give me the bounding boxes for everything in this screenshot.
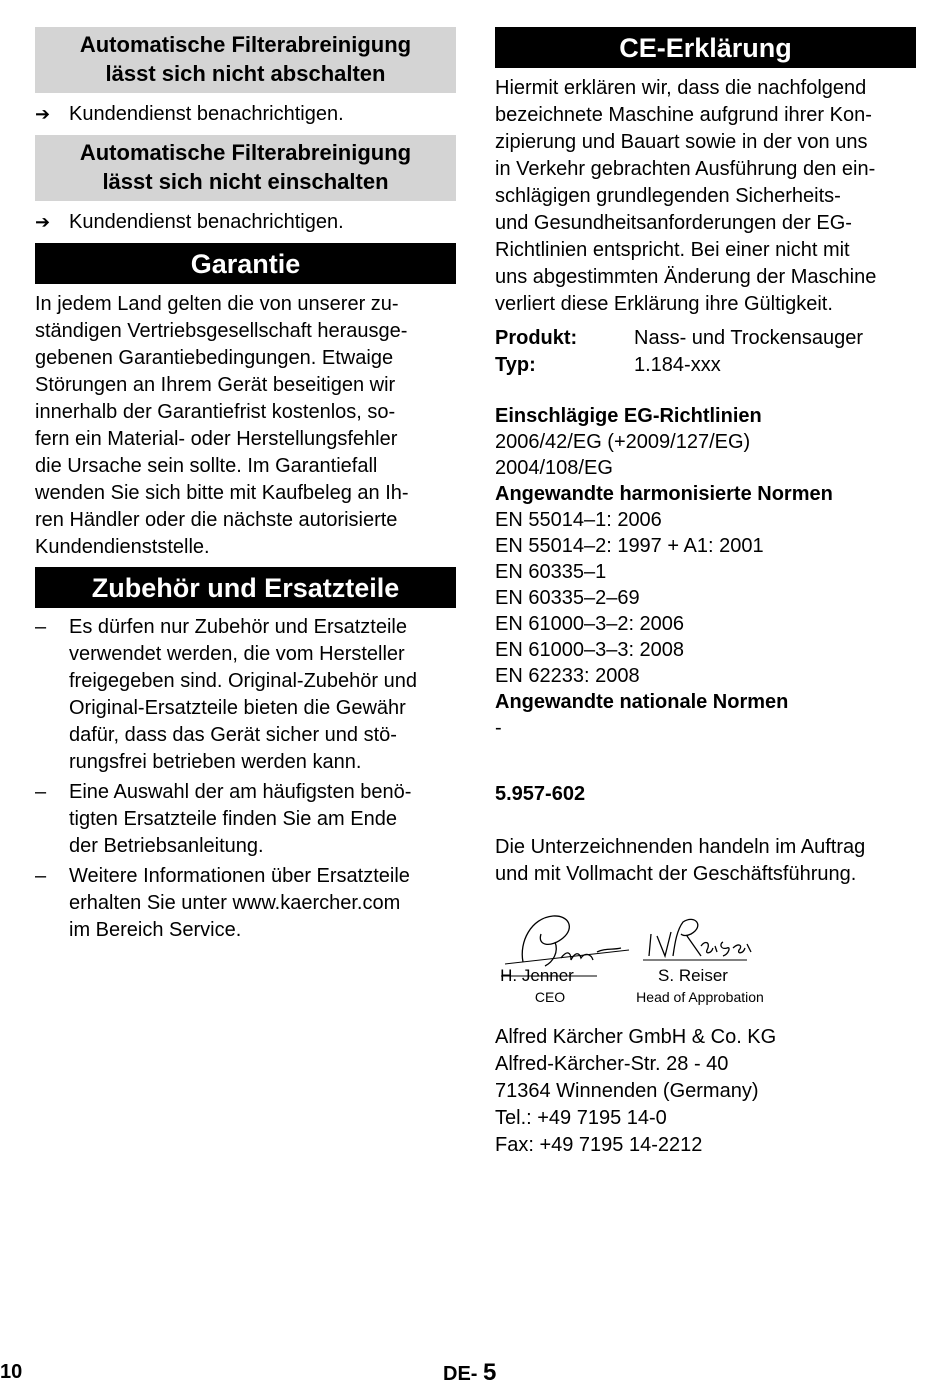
- type-value: 1.184-xxx: [634, 354, 721, 376]
- list-item: [35, 779, 456, 860]
- trouble-action-2: [35, 209, 456, 236]
- zubehoer-list: [35, 614, 456, 944]
- norm-line: Angewandte nationale Normen: [495, 691, 789, 713]
- list-item-line: im Bereich Service.: [69, 919, 242, 941]
- address-line: Fax: +49 7195 14-2212: [495, 1134, 703, 1156]
- ce-line: schlägigen grundlegenden Sicherheits-: [495, 185, 841, 207]
- ce-line: uns abgestimmten Änderung der Maschine: [495, 266, 877, 288]
- trouble-heading-1-line2: lässt sich nicht abschalten: [105, 61, 386, 86]
- type-label: Typ:: [495, 354, 536, 376]
- list-item-line: Eine Auswahl der am häufigsten benö-: [69, 781, 412, 803]
- trouble-action-1: [35, 101, 456, 128]
- list-item-line: rungsfrei betrieben werden kann.: [69, 751, 362, 773]
- norm-line: 2004/108/EG: [495, 457, 613, 479]
- norm-line: EN 55014–2: 1997 + A1: 2001: [495, 535, 764, 557]
- signers-note: [495, 834, 916, 888]
- garantie-line: Kundendienststelle.: [35, 536, 210, 558]
- ce-line: verliert diese Erklärung ihre Gültigkeit.: [495, 293, 833, 315]
- ce-line: Richtlinien entspricht. Bei einer nicht mit: [495, 239, 850, 261]
- ce-line: in Verkehr gebrachten Ausführung den ein-: [495, 158, 876, 180]
- norm-line: EN 60335–1: [495, 561, 607, 583]
- signers-note-line: Die Unterzeichnenden handeln im Auftrag: [495, 836, 866, 858]
- norm-line: EN 62233: 2008: [495, 665, 640, 687]
- page-number: 10: [0, 1361, 23, 1383]
- norms-list: [495, 403, 916, 741]
- product-info: [495, 325, 916, 379]
- trouble-heading-2-line2: lässt sich nicht einschalten: [102, 169, 389, 194]
- norm-line: Angewandte harmonisierte Normen: [495, 483, 833, 505]
- arrow-right-icon: ➔: [35, 212, 51, 232]
- language-page-number: 5: [483, 1359, 497, 1386]
- list-item: [35, 614, 456, 776]
- signer-1-title: CEO: [534, 989, 566, 1005]
- ce-line: zipierung und Bauart sowie in der von uns: [495, 131, 868, 153]
- garantie-line: wenden Sie sich bitte mit Kaufbeleg an Ih-: [35, 482, 409, 504]
- garantie-line: ren Händler oder die nächste autorisierte: [35, 509, 398, 531]
- garantie-heading: Garantie: [35, 243, 456, 284]
- left-column: [35, 27, 456, 944]
- company-address: [495, 1024, 916, 1159]
- garantie-line: die Ursache sein sollte. Im Garantiefall: [35, 455, 378, 477]
- trouble-heading-2: [35, 135, 456, 201]
- garantie-line: ständigen Vertriebsgesellschaft herausge-: [35, 320, 408, 342]
- type-row: [495, 352, 916, 379]
- document-number: 5.957-602: [495, 783, 586, 805]
- trouble-action-1-text: Kundendienst benachrichtigen.: [69, 103, 344, 125]
- list-item-line: tigten Ersatzteile finden Sie am Ende: [69, 808, 397, 830]
- list-item-line: verwendet werden, die vom Hersteller: [69, 643, 405, 665]
- dash-bullet: –: [35, 865, 47, 887]
- language-prefix: DE: [443, 1363, 471, 1385]
- trouble-heading-1-line1: Automatische Filterabreinigung: [79, 32, 412, 57]
- list-item-line: dafür, dass das Gerät sicher und stö-: [69, 724, 397, 746]
- list-item-line: Original-Ersatzteile bieten die Gewähr: [69, 697, 406, 719]
- norm-line: EN 55014–1: 2006: [495, 509, 662, 531]
- list-item-line: Weitere Informationen über Ersatzteile: [69, 865, 410, 887]
- zubehoer-heading: Zubehör und Ersatzteile: [35, 567, 456, 608]
- right-column: [495, 27, 916, 1159]
- garantie-line: In jedem Land gelten die von unserer zu-: [35, 293, 399, 315]
- garantie-line: innerhalb der Garantiefrist kostenlos, so-: [35, 401, 396, 423]
- language-separator: -: [470, 1363, 478, 1385]
- ce-heading: CE-Erklärung: [495, 27, 916, 68]
- norm-line: -: [495, 717, 502, 739]
- list-item-line: erhalten Sie unter www.kaercher.com: [69, 892, 401, 914]
- list-item-line: Es dürfen nur Zubehör und Ersatzteile: [69, 616, 407, 638]
- garantie-text: [35, 291, 456, 561]
- dash-bullet: –: [35, 616, 47, 638]
- norm-line: Einschlägige EG-Richtlinien: [495, 405, 762, 427]
- ce-line: Hiermit erklären wir, dass die nachfolgend: [495, 77, 867, 99]
- signer-1-name: H. Jenner: [500, 966, 574, 985]
- arrow-right-icon: ➔: [35, 104, 51, 124]
- list-item: [35, 863, 456, 944]
- product-row: [495, 325, 916, 352]
- trouble-action-2-text: Kundendienst benachrichtigen.: [69, 211, 344, 233]
- address-line: Alfred Kärcher GmbH & Co. KG: [495, 1026, 777, 1048]
- dash-bullet: –: [35, 781, 47, 803]
- list-item-line: der Betriebsanleitung.: [69, 835, 264, 857]
- ce-line: und Gesundheitsanforderungen der EG-: [495, 212, 852, 234]
- trouble-heading-2-line1: Automatische Filterabreinigung: [79, 140, 412, 165]
- address-line: Tel.: +49 7195 14-0: [495, 1107, 667, 1129]
- signer-2-name: S. Reiser: [658, 966, 728, 985]
- list-item-line: freigegeben sind. Original-Zubehör und: [69, 670, 417, 692]
- norm-line: EN 61000–3–3: 2008: [495, 639, 685, 661]
- norm-line: EN 61000–3–2: 2006: [495, 613, 685, 635]
- product-value: Nass- und Trockensauger: [634, 327, 864, 349]
- garantie-line: Störungen an Ihrem Gerät beseitigen wir: [35, 374, 396, 396]
- signers-note-line: und mit Vollmacht der Geschäftsführung.: [495, 863, 857, 885]
- ce-text: [495, 75, 916, 318]
- norm-line: 2006/42/EG (+2009/127/EG): [495, 431, 751, 453]
- trouble-heading-1: [35, 27, 456, 93]
- garantie-line: fern ein Material- oder Herstellungsfehler: [35, 428, 398, 450]
- address-line: 71364 Winnenden (Germany): [495, 1080, 759, 1102]
- garantie-line: gebenen Garantiebedingungen. Etwaige: [35, 347, 394, 369]
- product-label: Produkt:: [495, 327, 578, 349]
- address-line: Alfred-Kärcher-Str. 28 - 40: [495, 1053, 729, 1075]
- ce-line: bezeichnete Maschine aufgrund ihrer Kon-: [495, 104, 872, 126]
- norm-line: EN 60335–2–69: [495, 587, 640, 609]
- signature-block: [495, 912, 916, 1012]
- signer-2-title: Head of Approbation: [636, 989, 764, 1005]
